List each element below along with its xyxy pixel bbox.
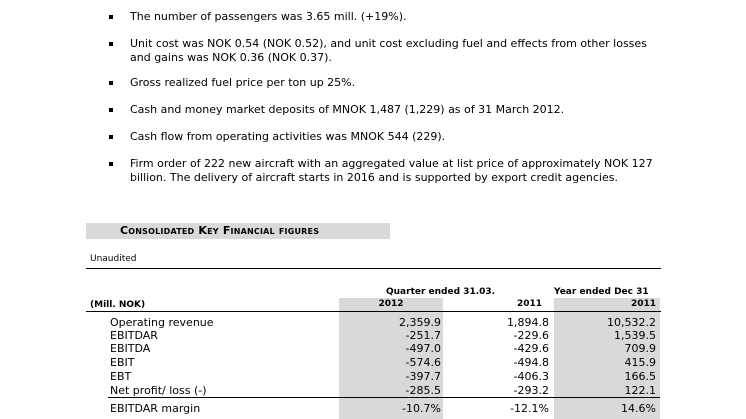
row-label: EBITDA: [110, 342, 151, 355]
cell-q2012: -251.7: [405, 329, 441, 342]
cell-q2011: -12.1%: [510, 402, 549, 415]
bullet-text: Cash flow from operating activities was MNOK 544 (229).: [130, 130, 446, 143]
row-label: EBIT: [110, 356, 135, 369]
unaudited-note: Unaudited: [90, 254, 137, 264]
cell-y2011: 709.9: [624, 342, 656, 355]
col-header-q2012: 2012: [378, 299, 404, 309]
bullet-marker-icon: [109, 15, 113, 19]
cell-q2012: -10.7%: [402, 402, 441, 415]
cell-y2011: 1,539.5: [614, 329, 656, 342]
cell-q2011: 1,894.8: [507, 316, 549, 329]
cell-y2011: 122.1: [624, 384, 656, 397]
row-label: Net profit/ loss (-): [110, 384, 207, 397]
col-header-q2011: 2011: [516, 299, 542, 309]
cell-y2011: 10,532.2: [607, 316, 656, 329]
cell-y2011: 166.5: [624, 370, 656, 383]
cell-q2011: -494.8: [513, 356, 549, 369]
bullet-marker-icon: [109, 135, 113, 139]
group-header-quarter: Quarter ended 31.03.: [386, 287, 496, 297]
unit-label: (Mill. NOK): [90, 300, 146, 310]
cell-q2012: -397.7: [405, 370, 441, 383]
header-rule: [86, 311, 661, 312]
cell-q2011: -429.6: [513, 342, 549, 355]
bullet-marker-icon: [109, 108, 113, 112]
bullet-text: Firm order of 222 new aircraft with an aggregated value at list price of approximately NOK 127 billion. The delivery of aircraft starts in 2016 and is supported by export credit agencies.: [130, 157, 653, 184]
row-label: Operating revenue: [110, 316, 214, 329]
row-label: EBITDAR: [110, 329, 158, 342]
net-profit-rule: [108, 397, 660, 398]
cell-q2011: -293.2: [513, 384, 549, 397]
bullet-text: Unit cost was NOK 0.54 (NOK 0.52), and unit cost excluding fuel and effects from other losses and gains was NOK 0.36 (NOK 0.37).: [130, 37, 647, 64]
cell-q2012: -285.5: [405, 384, 441, 397]
cell-q2012: 2,359.9: [399, 316, 441, 329]
cell-y2011: 415.9: [624, 356, 656, 369]
section-title: [86, 223, 390, 239]
cell-y2011: 14.6%: [621, 402, 656, 415]
cell-q2012: -497.0: [405, 342, 441, 355]
cell-q2011: -406.3: [513, 370, 549, 383]
cell-q2011: -229.6: [513, 329, 549, 342]
table-top-rule: [86, 268, 661, 269]
cell-q2012: -574.6: [405, 356, 441, 369]
bullet-marker-icon: [109, 81, 113, 85]
bullet-marker-icon: [109, 162, 113, 166]
row-label: EBITDAR margin: [110, 402, 201, 415]
group-header-year: Year ended Dec 31: [554, 287, 649, 297]
col-header-y2011: 2011: [630, 299, 656, 309]
bullet-text: Gross realized fuel price per ton up 25%.: [130, 76, 356, 89]
bullet-text: Cash and money market deposits of MNOK 1,487 (1,229) as of 31 March 2012.: [130, 103, 565, 116]
section-title-text: Consolidated Key Financial figures: [120, 224, 320, 237]
bullet-marker-icon: [109, 42, 113, 46]
row-label: EBT: [110, 370, 132, 383]
bullet-text: The number of passengers was 3.65 mill. (+19%).: [130, 10, 407, 23]
